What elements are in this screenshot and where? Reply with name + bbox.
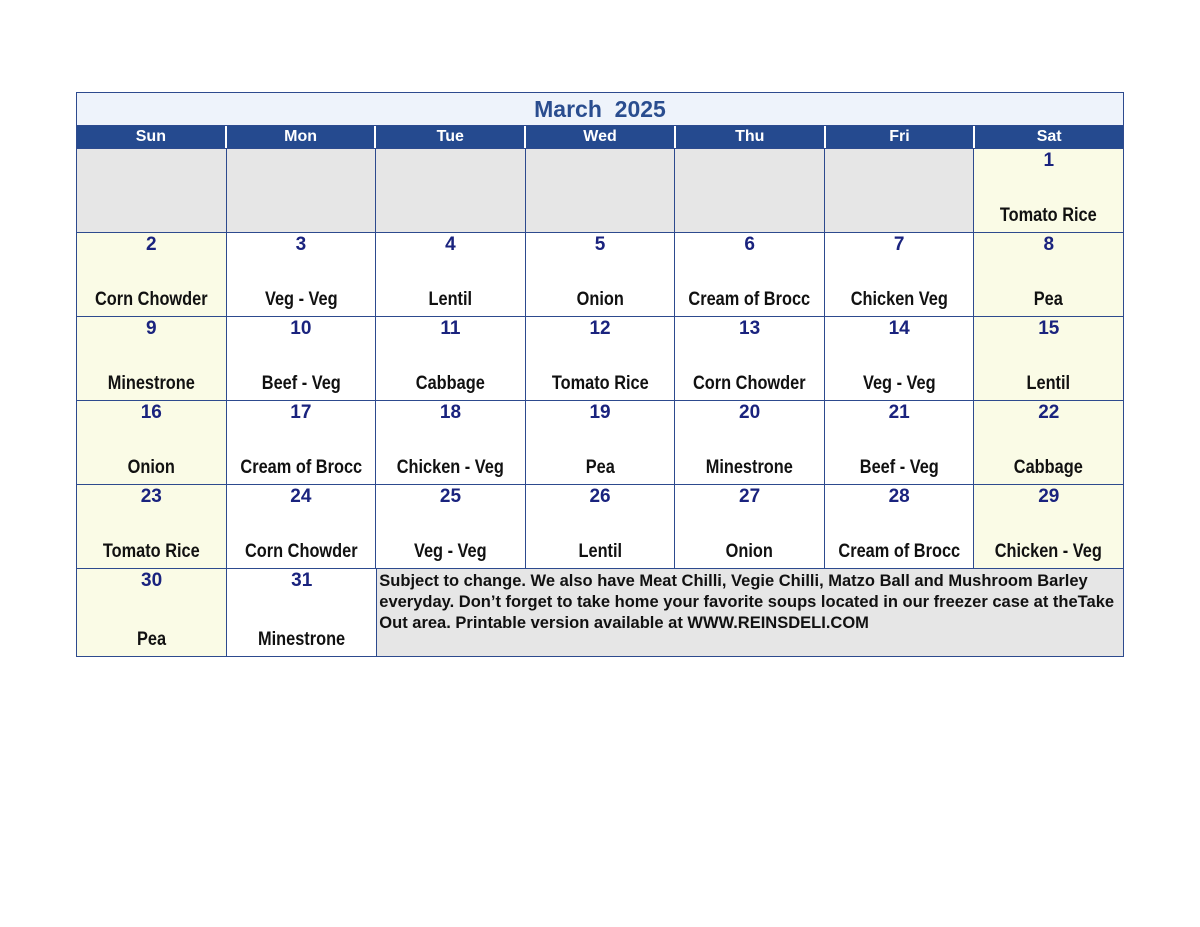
- day-cell: [77, 317, 227, 400]
- day-cell: [675, 317, 825, 400]
- day-number: 7: [893, 234, 905, 255]
- day-number: 10: [290, 318, 312, 339]
- soup-of-the-day: Cabbage: [415, 373, 485, 394]
- weekday-sat: Sat: [1036, 128, 1062, 145]
- soup-of-the-day: Corn Chowder: [95, 289, 208, 310]
- soup-of-the-day: Onion: [576, 289, 624, 310]
- soup-of-the-day: Pea: [1034, 289, 1064, 310]
- day-cell: [675, 233, 825, 316]
- day-number: 11: [440, 318, 461, 339]
- day-number: 12: [589, 318, 611, 339]
- weekday-header-row: [77, 126, 1123, 148]
- day-cell: [974, 401, 1123, 484]
- day-cell: [526, 485, 676, 568]
- day-number: 29: [1038, 486, 1060, 507]
- soup-of-the-day: Cream of Brocc: [838, 541, 961, 562]
- calendar-week-row: [77, 484, 1123, 568]
- calendar-week-row: [77, 400, 1123, 484]
- weekday-wed: Wed: [526, 126, 676, 148]
- notice-text: Subject to change. We also have Meat Chilli, Vegie Chilli, Matzo Ball and Mushroom Barley everyday. Don’t forget to take home your favorite soups located in our freezer case at theTake Out area. Printable version available at WWW.REINSDELI.COM: [379, 572, 1115, 632]
- day-cell: [526, 233, 676, 316]
- notice-cell: [377, 569, 1123, 656]
- soup-of-the-day: Lentil: [578, 541, 622, 562]
- soup-of-the-day: Veg - Veg: [264, 289, 338, 310]
- soup-of-the-day: Lentil: [428, 289, 473, 310]
- day-number: 25: [439, 486, 462, 507]
- day-cell: [526, 317, 676, 400]
- day-number: 26: [589, 486, 611, 507]
- soup-of-the-day: Chicken Veg: [850, 289, 948, 310]
- soup-of-the-day: Corn Chowder: [693, 373, 806, 394]
- day-number: 24: [290, 486, 312, 507]
- day-number: 14: [888, 318, 910, 339]
- weekday-mon: Mon: [227, 126, 377, 148]
- day-number: 13: [739, 318, 761, 339]
- soup-of-the-day: Corn Chowder: [244, 541, 358, 562]
- soup-of-the-day: Veg - Veg: [414, 541, 487, 562]
- day-cell: [77, 485, 227, 568]
- day-number: 22: [1038, 402, 1060, 423]
- soup-of-the-day: Cream of Brocc: [688, 289, 811, 310]
- day-cell: [227, 317, 377, 400]
- soup-of-the-day: Cabbage: [1014, 457, 1084, 478]
- empty-day-cell: [77, 149, 227, 232]
- empty-day-cell: [526, 149, 676, 232]
- weekday-fri: Fri: [826, 126, 976, 148]
- day-cell: [825, 401, 975, 484]
- soup-calendar: [76, 92, 1124, 657]
- soup-of-the-day: Minestrone: [107, 373, 195, 394]
- soup-of-the-day: Tomato Rice: [551, 373, 649, 394]
- calendar-week-row: [77, 316, 1123, 400]
- soup-of-the-day: Minestrone: [258, 629, 346, 650]
- soup-of-the-day: Cream of Brocc: [240, 457, 362, 478]
- empty-day-cell: [376, 149, 526, 232]
- soup-of-the-day: Tomato Rice: [1000, 205, 1098, 226]
- day-cell: [526, 401, 676, 484]
- calendar-weeks: [77, 148, 1123, 656]
- empty-day-cell: [675, 149, 825, 232]
- soup-of-the-day: Tomato Rice: [102, 541, 200, 562]
- day-cell: [227, 401, 377, 484]
- day-number: 21: [888, 402, 910, 423]
- calendar-week-row: [77, 568, 1123, 656]
- soup-of-the-day: Minestrone: [706, 457, 794, 478]
- soup-of-the-day: Beef - Veg: [859, 457, 939, 478]
- day-number: 19: [589, 402, 611, 423]
- day-number: 9: [146, 318, 157, 339]
- empty-day-cell: [227, 149, 377, 232]
- soup-of-the-day: Beef - Veg: [261, 373, 341, 394]
- day-number: 30: [141, 570, 163, 591]
- day-number: 4: [445, 234, 456, 255]
- day-number: 16: [140, 402, 162, 423]
- soup-of-the-day: Pea: [137, 629, 167, 650]
- soup-of-the-day: Onion: [127, 457, 175, 478]
- day-cell: [675, 485, 825, 568]
- day-cell: [227, 485, 377, 568]
- soup-of-the-day: Pea: [585, 457, 615, 478]
- day-number: 15: [1038, 318, 1060, 339]
- day-cell: [675, 401, 825, 484]
- day-number: 23: [140, 486, 162, 507]
- day-number: 20: [739, 402, 761, 423]
- day-number: 5: [594, 234, 606, 255]
- day-cell: [974, 149, 1123, 232]
- day-cell: [376, 233, 526, 316]
- day-cell: [376, 317, 526, 400]
- day-cell: [77, 401, 227, 484]
- day-cell: [974, 317, 1123, 400]
- soup-of-the-day: Chicken - Veg: [995, 541, 1103, 562]
- day-number: 6: [744, 234, 755, 255]
- day-cell: [227, 233, 377, 316]
- day-cell: [825, 317, 975, 400]
- weekday-sun: Sun: [77, 126, 227, 148]
- day-number: 8: [1043, 234, 1055, 255]
- calendar-week-row: [77, 148, 1123, 232]
- empty-day-cell: [825, 149, 975, 232]
- soup-of-the-day: Veg - Veg: [862, 373, 936, 394]
- soup-of-the-day: Lentil: [1026, 373, 1071, 394]
- day-cell: [77, 569, 227, 656]
- weekday-tue: Tue: [376, 126, 526, 148]
- calendar-title: March 2025: [77, 93, 1123, 126]
- day-cell: [825, 233, 975, 316]
- soup-of-the-day: Chicken - Veg: [396, 457, 505, 478]
- day-number: 17: [290, 402, 312, 423]
- day-cell: [376, 401, 526, 484]
- day-number: 18: [439, 402, 462, 423]
- calendar-week-row: [77, 232, 1123, 316]
- day-cell: [376, 485, 526, 568]
- day-number: 28: [888, 486, 910, 507]
- day-number: 2: [146, 234, 157, 255]
- day-number: 31: [291, 570, 313, 591]
- day-cell: [974, 485, 1123, 568]
- day-number: 3: [295, 234, 307, 255]
- day-number: 1: [1043, 150, 1055, 171]
- day-cell: [227, 569, 377, 656]
- weekday-thu: Thu: [676, 126, 826, 148]
- soup-of-the-day: Onion: [725, 541, 774, 562]
- day-number: 27: [739, 486, 761, 507]
- day-cell: [974, 233, 1123, 316]
- day-cell: [825, 485, 975, 568]
- day-cell: [77, 233, 227, 316]
